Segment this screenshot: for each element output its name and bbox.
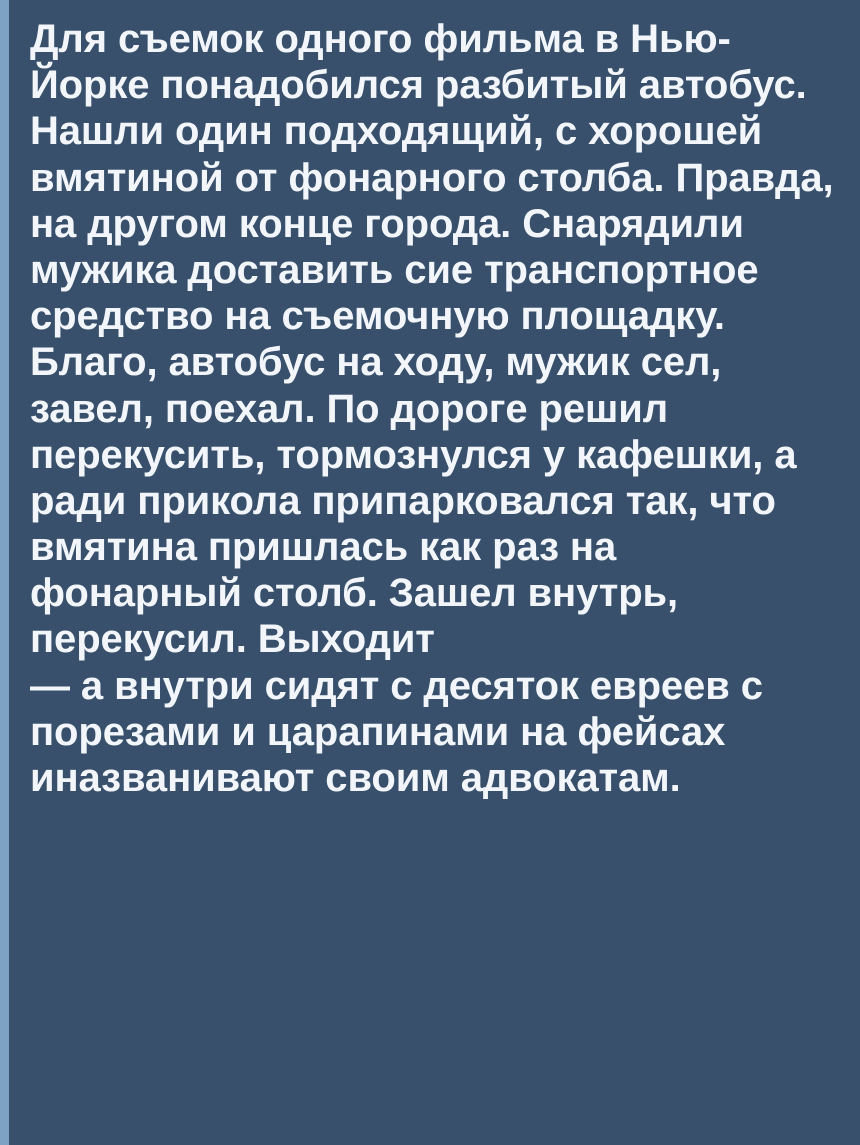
- story-paragraph-2: — а внутри сидят с десяток евреев с порезами и царапинами на фейсах иназванивают своим адвокатам.: [30, 663, 763, 800]
- story-paragraph-1: Для съемок одного фильма в Нью-Йорке понадобился разбитый автобус. Нашли один подходящий, с хорошей вмятиной от фонарного столба. Правда, на другом конце города. Снарядили мужика доставить сие транспортное средство на съемочную площадку. Благо, автобус на ходу, мужик сел, завел, поехал. По дороге решил перекусить, тормознулся у кафешки, а ради прикола припарковался так, что вмятина пришлась как раз на фонарный столб. Зашел внутрь, перекусил. Выходит: [30, 17, 834, 662]
- left-accent-bar: [0, 0, 9, 1145]
